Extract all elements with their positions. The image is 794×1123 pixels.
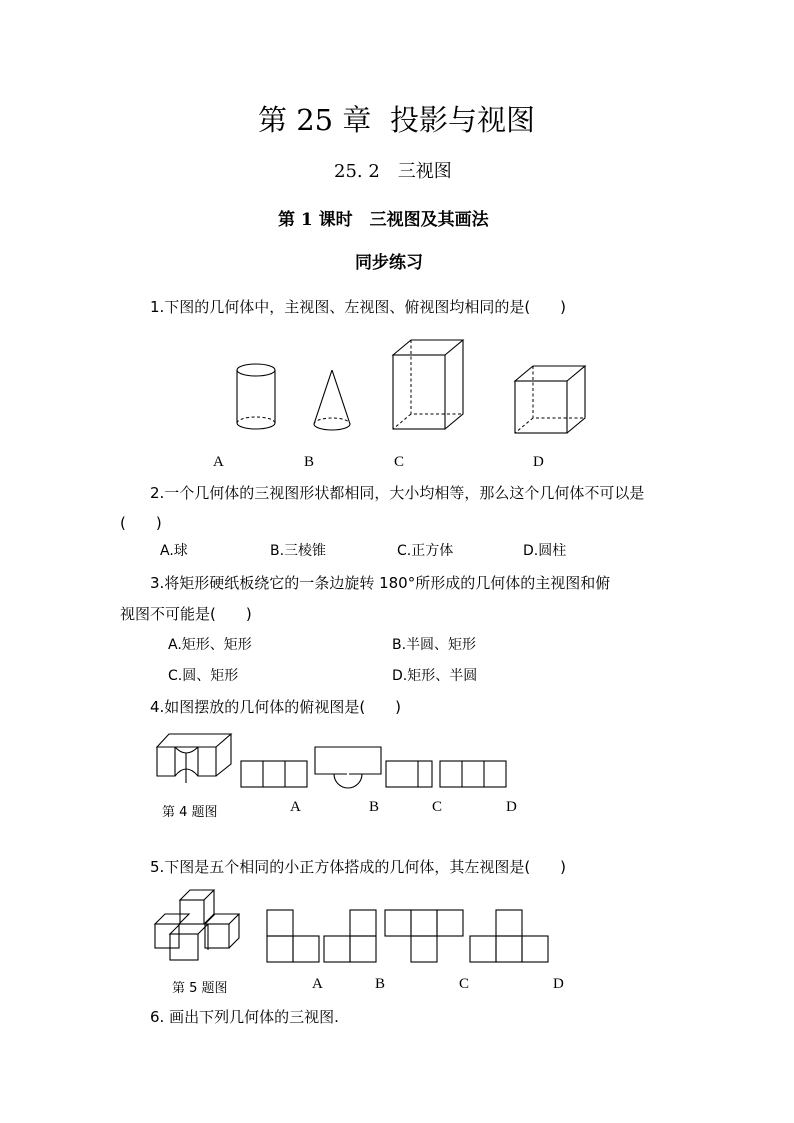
chapter-title: 投影与视图 (390, 103, 536, 137)
question-2-cont: ( ) (120, 514, 162, 532)
q1-cylinder-figure (230, 360, 290, 440)
q2-option-c: C.正方体 (397, 543, 454, 559)
q1-label-a: A (213, 454, 224, 470)
q1-cuboid-figure (390, 338, 470, 438)
q5-cubes-figure (150, 886, 250, 966)
question-6-text: 6. 画出下列几何体的三视图. (150, 1008, 339, 1026)
question-4-text: 4.如图摆放的几何体的俯视图是( ) (150, 698, 402, 716)
q4-label-d: D (506, 799, 517, 815)
q5-label-c: C (459, 976, 470, 992)
q1-label-c: C (394, 454, 405, 470)
q3-option-c: C.圆、矩形 (168, 668, 239, 684)
q5-label-a: A (312, 976, 323, 992)
q4-label-a: A (290, 799, 301, 815)
q3-option-b: B.半圆、矩形 (392, 637, 477, 653)
q1-cone-figure (308, 368, 358, 438)
q3-option-a: A.矩形、矩形 (168, 637, 252, 653)
q4-option-c-figure (385, 760, 435, 790)
section-title: 25. 2 三视图 (334, 161, 452, 182)
q4-label-b: B (369, 799, 380, 815)
q4-solid-figure (155, 732, 235, 792)
q4-option-d-figure (439, 760, 509, 790)
question-3-text: 3.将矩形硬纸板绕它的一条边旋转 180°所形成的几何体的主视图和俯 (150, 574, 611, 592)
q2-option-b: B.三棱锥 (270, 543, 327, 559)
q4-option-b-figure (314, 746, 384, 796)
q1-cube-figure (512, 364, 592, 439)
q4-figure-caption: 第 4 题图 (162, 805, 218, 820)
question-5-text: 5.下图是五个相同的小正方体搭成的几何体，其左视图是( ) (150, 858, 567, 876)
q5-option-b-figure (323, 908, 383, 968)
q1-label-d: D (533, 454, 544, 470)
q5-option-c-figure (384, 908, 469, 968)
lesson-title: 第 1 课时 三视图及其画法 (278, 210, 489, 230)
q5-option-d-figure (469, 908, 554, 968)
q5-label-b: B (375, 976, 386, 992)
q4-label-c: C (432, 799, 443, 815)
q1-label-b: B (304, 454, 315, 470)
question-3-cont: 视图不可能是( ) (120, 605, 252, 623)
q5-figure-caption: 第 5 题图 (172, 981, 228, 996)
chapter-number: 第 25 章 (258, 103, 372, 137)
exercise-title: 同步练习 (355, 253, 423, 273)
q4-option-a-figure (240, 760, 310, 790)
q3-option-d: D.矩形、半圆 (392, 668, 478, 684)
q2-option-d: D.圆柱 (523, 543, 567, 559)
q5-option-a-figure (266, 908, 326, 968)
question-1-text: 1.下图的几何体中，主视图、左视图、俯视图均相同的是( ) (150, 298, 567, 316)
q2-option-a: A.球 (160, 543, 188, 559)
q5-label-d: D (553, 976, 564, 992)
question-2-text: 2.一个几何体的三视图形状都相同，大小均相等，那么这个几何体不可以是 (150, 484, 645, 502)
